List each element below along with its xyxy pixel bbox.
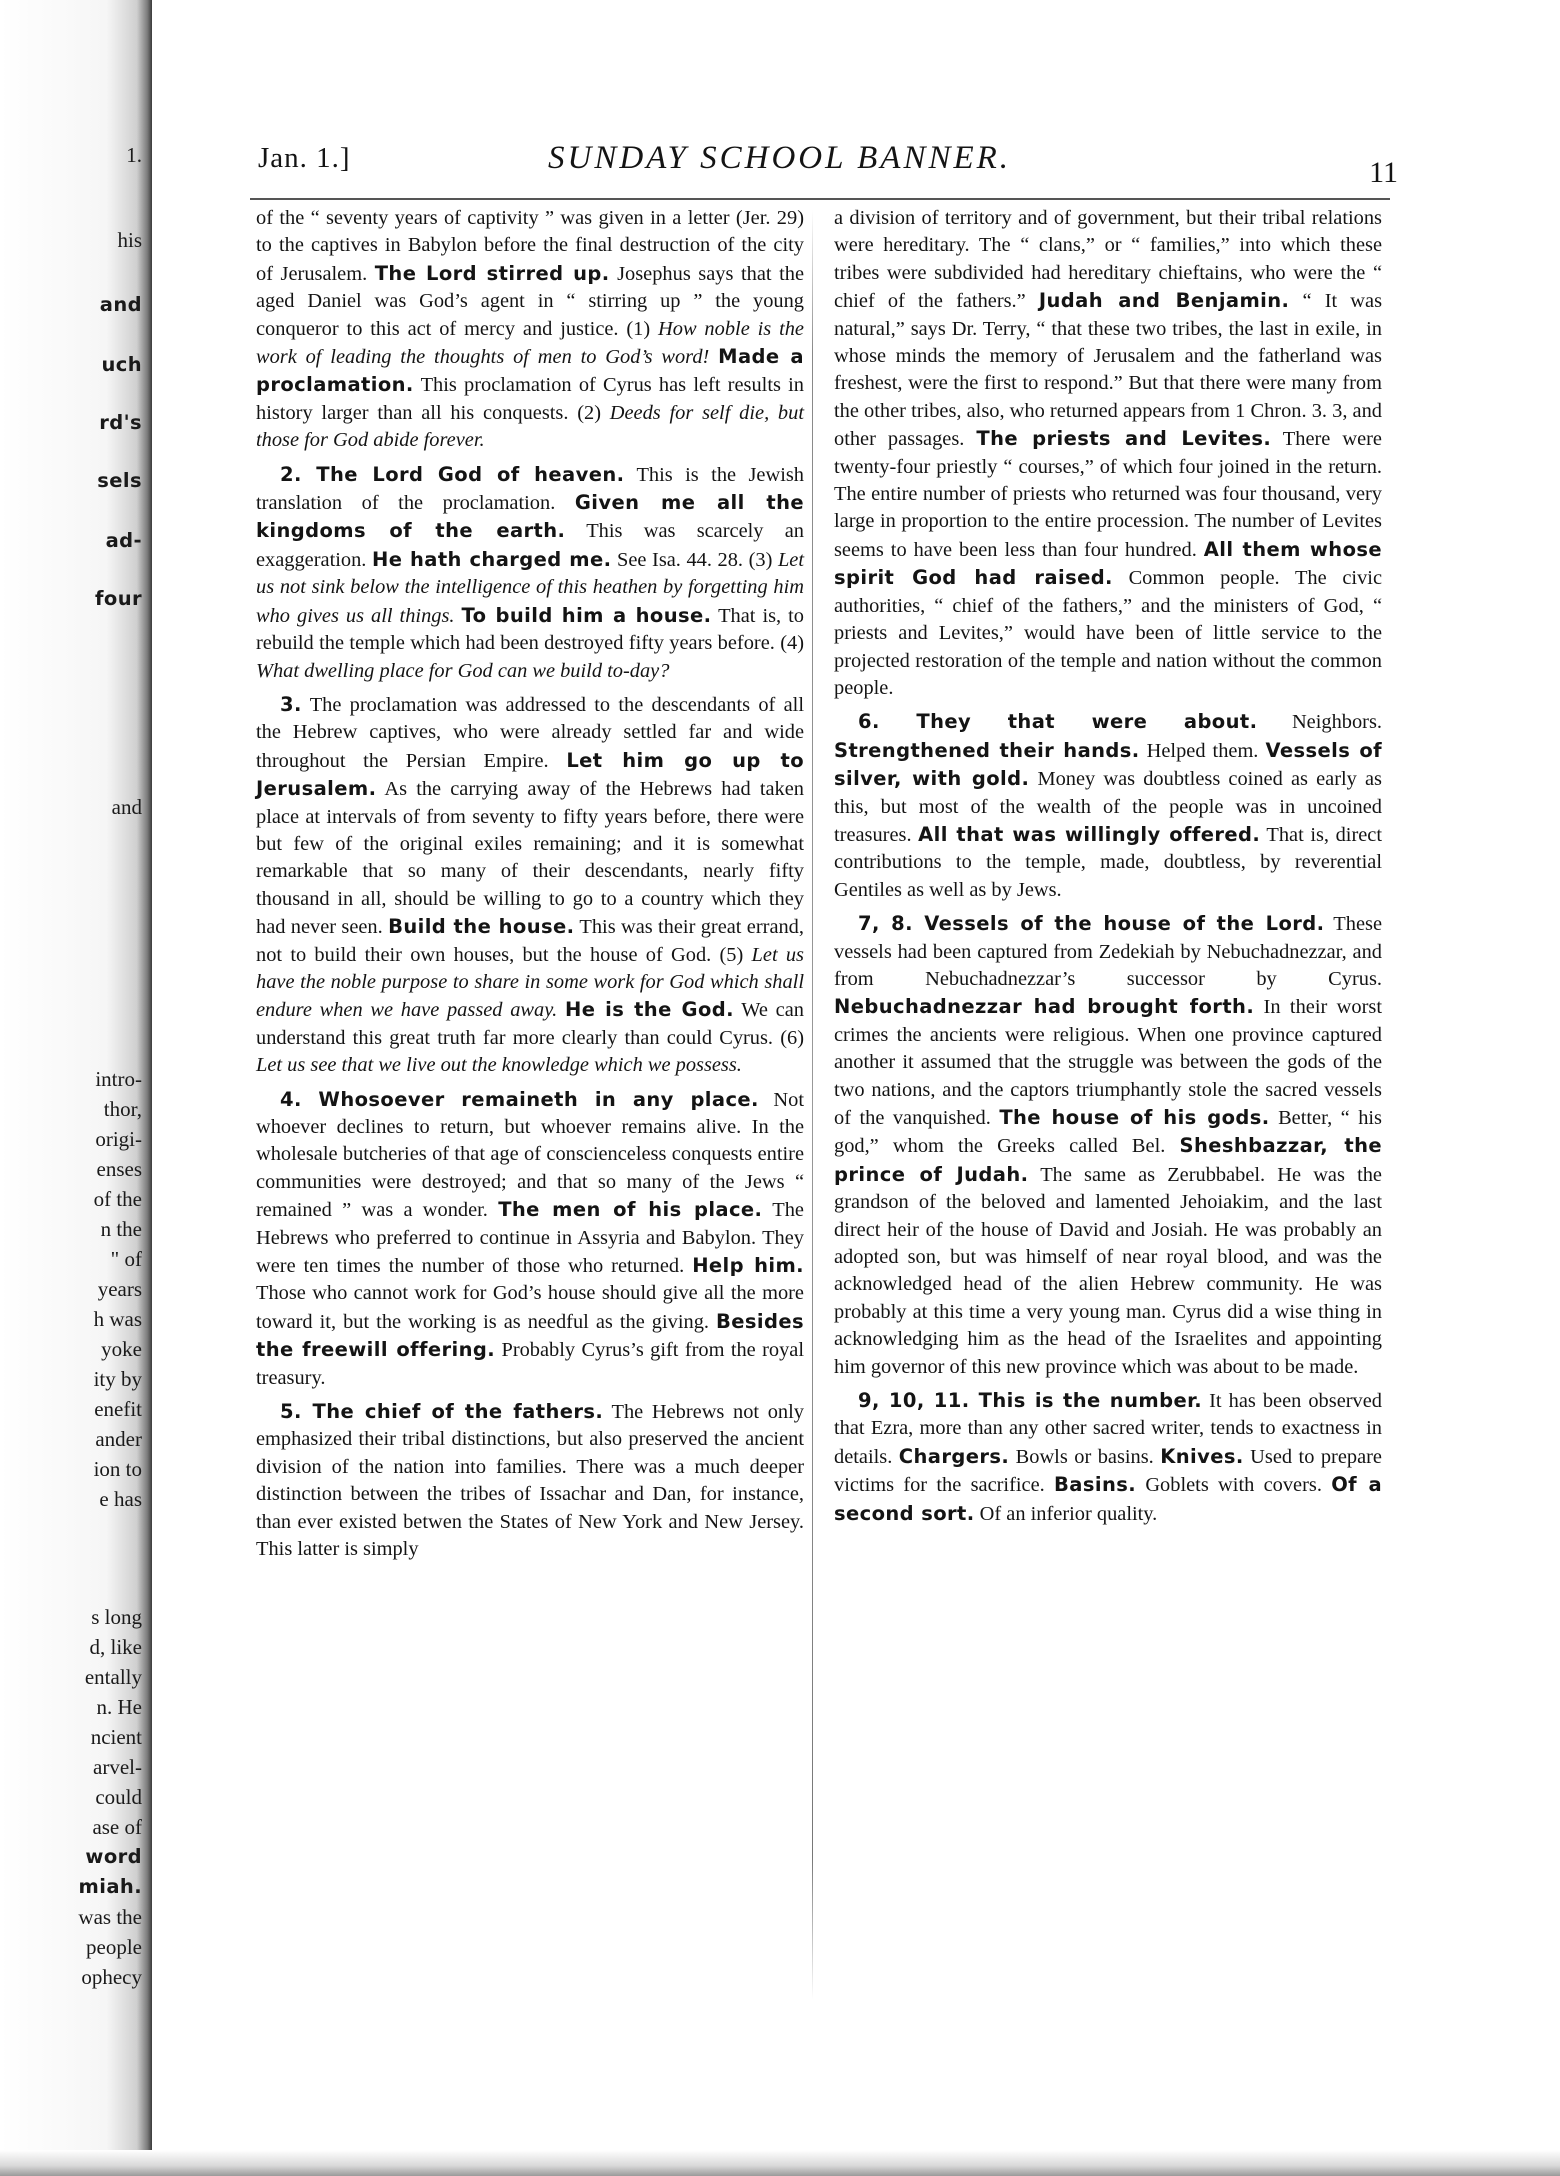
text-run: “ It was natural,” says Dr. Terry, “ that these two tribes, the last in exile, in whose minds the memory of Jerusalem and the fatherland was freshest, were the first to respond.” But that there were many from the other tribes, also, who returned appears from 1 Chron. 3. 3, and other passages. (834, 290, 1382, 451)
previous-page-text: was the (78, 1905, 142, 1929)
paragraph (834, 1387, 1382, 1528)
previous-page-text: rd's (99, 411, 142, 434)
header-date: Jan. 1.] (258, 142, 351, 174)
text-run: Money was doubtless coined as early as this, but most of the wealth of the people was in uncoined treasures. (834, 768, 1382, 846)
paragraph (834, 708, 1382, 904)
previous-page-text: origi- (95, 1127, 142, 1151)
previous-page-text: h was (93, 1307, 142, 1331)
bold-heading-run: Help him. (692, 1254, 804, 1278)
bold-heading-run: All that was willingly offered. (918, 822, 1261, 846)
bold-heading-run: 4. Whosoever remaineth in any place. (280, 1087, 759, 1111)
text-run: Probably Cyrus’s gift from the royal treasury. (256, 1339, 804, 1389)
previous-page-text: of the (93, 1187, 142, 1211)
text-run: It has been observed that Ezra, more than any other sacred writer, tends to exactness in details. (834, 1390, 1382, 1468)
previous-page-text: four (95, 587, 142, 610)
paragraph (834, 205, 1382, 702)
text-run: This proclamation of Cyrus has left results in history larger than all his conquests. (2) (256, 374, 804, 424)
bold-heading-run: Sheshbazzar, the prince of Judah. (834, 1134, 1382, 1186)
previous-page-text: ion to (93, 1457, 142, 1481)
previous-page-text: ity by (93, 1367, 142, 1391)
page-number: 11 (1369, 156, 1398, 189)
text-run: Neighbors. (1257, 711, 1382, 734)
text-run: There were twenty-four priestly “ courses,” of which four joined in the return. The entire number of priests who returned was four thousand, very large in proportion to the entire procession. The number of Levites seems to have been less than four hundred. (834, 428, 1382, 561)
paragraph (256, 691, 804, 1080)
text-run (557, 999, 565, 1021)
bold-heading-run: Basins. (1054, 1473, 1137, 1497)
bold-heading-run: 7, 8. Vessels of the house of the Lord. (858, 912, 1325, 936)
previous-page-text: intro- (95, 1067, 142, 1091)
previous-page-text: n. He (96, 1695, 142, 1719)
previous-page-text: years (97, 1277, 142, 1301)
previous-page-text: enses (96, 1157, 142, 1181)
bold-heading-run: The Lord stirred up. (374, 261, 610, 285)
text-run: See Isa. 44. 28. (3) (611, 548, 778, 571)
previous-page-fragment (0, 0, 148, 2176)
bold-heading-run: Vessels of silver, with gold. (834, 738, 1383, 791)
italic-run: Let us not sink below the intelligence of this heathen by forgetting him who gives us all things. (256, 548, 804, 627)
left-column (256, 205, 804, 1564)
previous-page-text: ophecy (81, 1965, 142, 1989)
italic-run: Let us have the noble purpose to share in some work for God which shall endure when we have passed away. (256, 943, 804, 1022)
previous-page-text: n the (100, 1217, 142, 1241)
previous-page-text: and (111, 795, 142, 819)
previous-page-text: enefit (94, 1397, 142, 1421)
bold-heading-run: Let him go up to Jerusalem. (256, 748, 805, 801)
previous-page-text: sels (97, 469, 142, 492)
text-run: These vessels had been captured from Zedekiah by Nebuchadnezzar, and from Nebuchadnezzar’s successor by Cyrus. (834, 913, 1382, 990)
bold-heading-run: Nebuchadnezzar had brought forth. (834, 995, 1255, 1019)
bold-heading-run: He hath charged me. (371, 547, 612, 571)
paragraph (834, 910, 1382, 1381)
text-run: This was scarcely an exaggeration. (256, 520, 804, 571)
italic-run: What dwelling place for God can we build to-day? (256, 659, 670, 682)
bold-heading-run: The house of his gods. (999, 1106, 1270, 1129)
text-run (709, 346, 718, 368)
text-run (455, 605, 462, 627)
text-run: Goblets with covers. (1136, 1474, 1332, 1497)
text-run: That is, to rebuild the temple which had been destroyed fifty years before. (4) (256, 604, 805, 655)
previous-page-text: yoke (101, 1337, 142, 1361)
text-run: The Hebrews who preferred to continue in Assyria and Babylon. They were ten times the number of those who returned. (256, 1199, 804, 1278)
page-bottom-edge (0, 2150, 1560, 2176)
previous-page-text: thor, (103, 1097, 142, 1121)
bold-heading-run: Given me all the kingdoms of the earth. (256, 491, 804, 543)
bold-heading-run: The men of his place. (498, 1198, 763, 1222)
previous-page-text: and (99, 293, 142, 316)
bold-heading-run: Knives. (1160, 1444, 1244, 1468)
paragraph (256, 1086, 804, 1392)
previous-page-text: miah. (78, 1875, 142, 1898)
bold-heading-run: 9, 10, 11. This is the number. (858, 1389, 1203, 1413)
paragraph (256, 461, 804, 685)
italic-run: Deeds for self die, but those for God abide forever. (256, 401, 804, 452)
previous-page-text: 1. (126, 143, 142, 167)
bold-heading-run: Build the house. (388, 915, 575, 939)
text-run: The proclamation was addressed to the descendants of all the Hebrew captives, who were already settled far and wide throughout the Persian Empire. (256, 693, 804, 772)
previous-page-text: uch (101, 353, 142, 376)
header-title: SUNDAY SCHOOL BANNER. (548, 140, 1012, 176)
previous-page-text: s long (91, 1605, 142, 1629)
previous-page-text: entally (84, 1665, 142, 1689)
bold-heading-run: 3. (280, 692, 302, 716)
paragraph (256, 205, 804, 455)
previous-page-text: e has (99, 1487, 142, 1511)
bold-heading-run: 5. The chief of the fathers. (280, 1400, 604, 1424)
text-run: Better, “ his god,” whom the Greeks called Bel. (834, 1107, 1382, 1158)
previous-page-text: ase of (92, 1815, 142, 1839)
text-run: Common people. The civic authorities, “ chief of the fathers,” and the ministers of God, “ priests and Levites,” would have been of little service to the projected restoration of the temple and nation without the common people. (834, 567, 1382, 699)
header-rule (250, 198, 1390, 200)
text-run: This is the Jewish translation of the proclamation. (256, 463, 804, 515)
bold-heading-run: Made a proclamation. (256, 345, 804, 397)
text-run: a division of territory and of government, but their tribal relations were hereditary. The “ clans,” or “ families,” into which these tribes were subdivided had hereditary chieftains, who were the “ chief of the fathers.” (834, 207, 1382, 313)
previous-page-text: d, like (89, 1635, 142, 1659)
bold-heading-run: Chargers. (898, 1444, 1010, 1468)
column-divider (812, 210, 813, 2000)
previous-page-text: people (86, 1935, 142, 1959)
bold-heading-run: Strengthened their hands. (834, 738, 1140, 762)
previous-page-text: ad- (105, 529, 142, 552)
text-run: We can understand this great truth far more clearly than could Cyrus. (6) (256, 999, 804, 1049)
italic-run: Let us see that we live out the knowledge which we possess. (256, 1054, 742, 1077)
text-run: of the “ seventy years of captivity ” was given in a letter (Jer. 29) to the captives in Babylon before the final destruction of the city of Jerusalem. (256, 207, 804, 285)
previous-page-text: ander (95, 1427, 142, 1451)
text-run: Used to prepare victims for the sacrifice. (834, 1445, 1382, 1497)
text-run: Josephus says that the aged Daniel was God’s agent in “ stirring up ” the young conqueror to this act of mercy and justice. (1) (256, 262, 805, 340)
bold-heading-run: All them whose spirit God had raised. (834, 537, 1382, 590)
text-run: Those who cannot work for God’s house should give all the more toward it, but the working is as needful as the giving. (256, 1282, 804, 1333)
previous-page-text: " of (110, 1247, 142, 1271)
bold-heading-run: 6. They that were about. (858, 710, 1258, 734)
text-run: Helped them. (1139, 739, 1266, 762)
paragraph (256, 1398, 804, 1563)
previous-page-text: arvel- (93, 1755, 142, 1779)
bold-heading-run: 2. The Lord God of heaven. (280, 462, 625, 486)
text-run: That is, direct contributions to the temple, made, doubtless, by reverential Gentiles as well as by Jews. (834, 823, 1382, 901)
previous-page-text: could (95, 1785, 142, 1809)
text-run: The Hebrews not only emphasized their tribal distinctions, but also preserved the ancient division of the nation into families. There was a much deeper distinction between the tribes of Issachar and Dan, for instance, than ever existed betwen the States of New York and New Jersey. This latter is simply (256, 1401, 804, 1561)
bold-heading-run: Of a second sort. (834, 1473, 1383, 1525)
text-run: As the carrying away of the Hebrews had taken place at intervals of from seventy to fifty years before, there were but few of the original exiles remaining; and it is somewhat remarkable that so many of their descendants, nearly fifty thousand in all, should be willing to go to a country which they had never seen. (256, 778, 804, 939)
text-run: Bowls or basins. (1009, 1445, 1161, 1468)
text-run: This was their great errand, not to build their own houses, but the house of God. (5) (256, 916, 804, 966)
previous-page-text: word (85, 1845, 142, 1868)
italic-run: How noble is the work of leading the thoughts of men to God’s word! (256, 317, 804, 369)
bold-heading-run: To build him a house. (461, 603, 712, 627)
bold-heading-run: The priests and Levites. (976, 427, 1272, 451)
text-run: In their worst crimes the ancients were religious. When one province captured another it assumed that the struggle was between the gods of the two nations, and the captors triumphantly stole the sacred vessels of the vanquished. (834, 996, 1382, 1129)
text-run: Not whoever declines to return, but whoever remains alive. In the wholesale butcheries of that age of conscienceless conquests entire communities were destroyed; and that so many of the Jews “ remained ” was a wonder. (256, 1088, 804, 1222)
bold-heading-run: Judah and Benjamin. (1038, 289, 1290, 313)
previous-page-text: his (117, 228, 142, 252)
running-header (258, 140, 1398, 192)
bold-heading-run: Besides the freewill offering. (256, 1309, 804, 1362)
text-run: The same as Zerubbabel. He was the grandson of the beloved and lamented Jehoiakim, and the last direct heir of the house of David and Josiah. He was probably an adopted son, but was himself of near royal blood, and was the acknowledged head of the alien Hebrew community. He was probably at this time a very young man. Cyrus did a wise thing in acknowledging him as the head of the Israelites and appointing him governor of this new province which was about to be made. (834, 1163, 1382, 1378)
previous-page-text: ncient (90, 1725, 142, 1749)
right-column (834, 205, 1382, 1528)
text-run: Of an inferior quality. (974, 1502, 1158, 1525)
bold-heading-run: He is the God. (565, 998, 734, 1022)
